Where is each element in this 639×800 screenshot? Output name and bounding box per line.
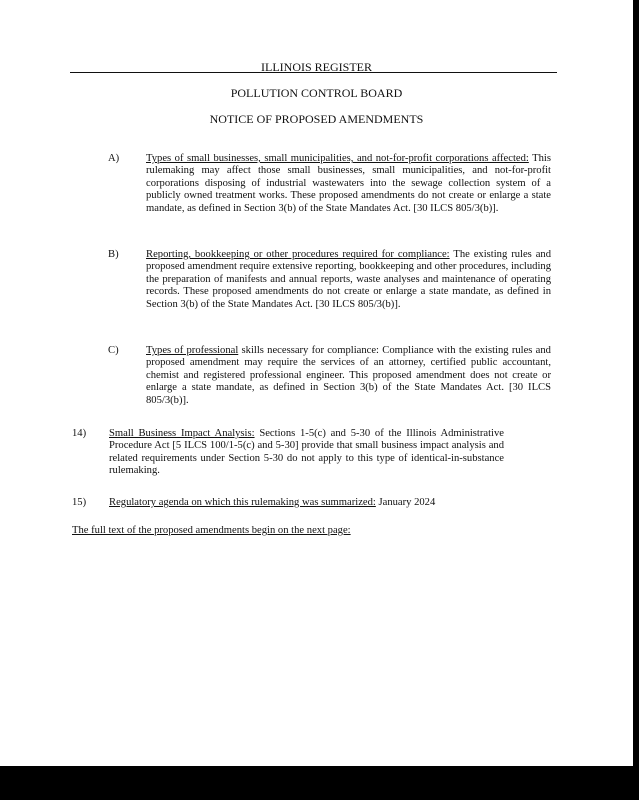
subitem-heading: Reporting, bookkeeping or other procedures required for compliance: (146, 249, 450, 260)
subitem-body: The existing rules and proposed amendment require extensive reporting, bookkeeping and other procedures, including the preparation of manifests and annual reports, waste analyses and maintenance of operating records. These proposed amendments do not create or enlarge a state mandate, as defined in Section 3(b) of the State Mandates Act. [30 ILCS 805/3(b)]. (146, 249, 551, 310)
subitem-b (146, 249, 551, 311)
item-number: 15) (72, 497, 87, 508)
item-14 (109, 428, 504, 478)
subitem-label: B) (108, 249, 119, 260)
register-title: ILLINOIS REGISTER (261, 60, 372, 74)
notice-title: NOTICE OF PROPOSED AMENDMENTS (209, 112, 424, 126)
subitem-label: A) (108, 153, 120, 164)
subitem-body: This rulemaking may affect those small businesses, small municipalities, and not-for-profit corporations disposing of industrial wastewaters into the sewage collection system of a publicly owned treatment works. These proposed amendments do not create or enlarge a state mandate, as defined in Section 3(b) of the State Mandates Act. [30 ILCS 805/3(b)]. (146, 153, 551, 214)
subitem-label: C) (108, 345, 119, 356)
subitem-heading: Types of small businesses, small municipalities, and not-for-profit corporations affected: (146, 153, 529, 164)
item-body: January 2024 (375, 497, 436, 508)
subitem-c (146, 345, 551, 407)
subitem-body: skills necessary for compliance: Compliance with the existing rules and proposed amendment may require the services of an attorney, certified public accountant, chemist and registered professional engineer. This proposed amendment does not create or enlarge a state mandate, as defined in Section 3(b) of the State Mandates Act. [30 ILCS 805/3(b)]. (146, 345, 551, 406)
item-heading: Small Business Impact Analysis: (109, 428, 255, 439)
item-number: 14) (72, 428, 87, 439)
full-text-note: The full text of the proposed amendments begin on the next page: (72, 525, 351, 536)
board-title: POLLUTION CONTROL BOARD (230, 86, 403, 100)
subitem-heading: Types of professional (146, 345, 239, 356)
item-heading: Regulatory agenda on which this rulemaking was summarized: (109, 497, 376, 508)
item-body: Sections 1-5(c) and 5-30 of the Illinois Administrative Procedure Act [5 ILCS 100/1-5(c) and 5-30] provide that small business impact analysis and related requirements under Section 5-30 do not apply to this type of identical-in-substance rulemaking. (109, 428, 504, 477)
item-15 (109, 497, 549, 509)
subitem-a (146, 153, 551, 215)
header-rule (70, 72, 557, 73)
